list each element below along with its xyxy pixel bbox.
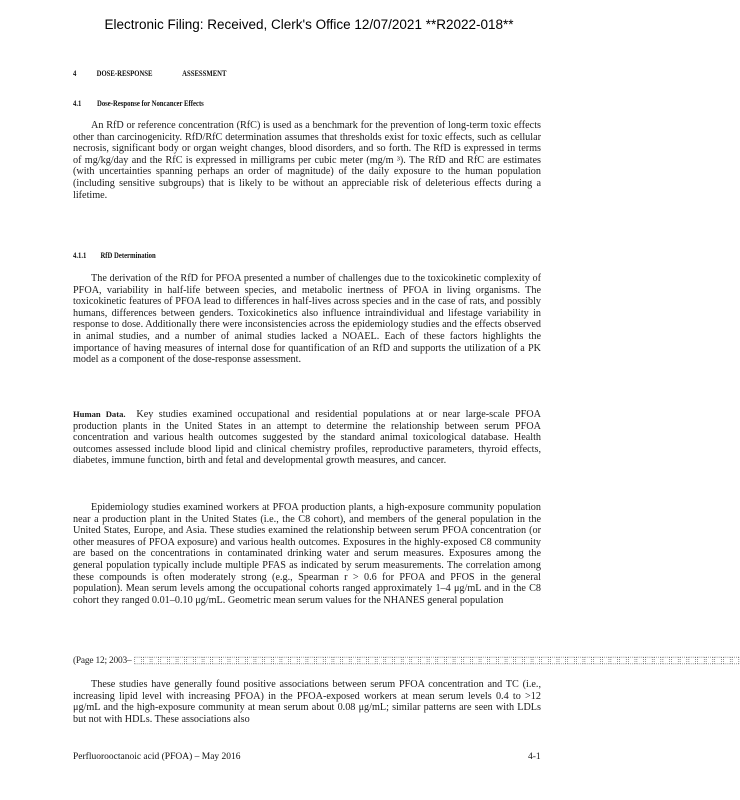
filing-banner: Electronic Filing: Received, Clerk's Office 12/07/2021 **R2022-018** (104, 17, 514, 32)
paragraph-lipid-associations (73, 679, 541, 725)
paragraph-rfd-derivation (73, 273, 541, 366)
subsubsection-title: RfD Determination (100, 250, 156, 260)
paragraph-text: An RfD or reference concentration (RfC) is used as a benchmark for the prevention of long-term toxic effects other than carcinogenicity. RfD/RfC determination assumes that thresholds exist for toxic effects, such as cellular necrosis, significant body or organ weight changes, blood disorders, and so forth. The RfD is expressed in terms of mg/kg/day and the RfC is expressed in milligrams per cubic meter (mg/m ³). The RfD and RfC are estimates (with uncertainties spanning perhaps an order of magnitude) of the daily exposure to the human population (including sensitive subgroups) that is likely to be without an appreciable risk of deleterious effects during a lifetime. (73, 120, 541, 201)
paragraph-text: The derivation of the RfD for PFOA presented a number of challenges due to the toxicokinetic complexity of PFOA, variability in half-life between species, and metabolic inertness of PFOA in living organisms. The toxicokinetic features of PFOA lead to differences in half-lives across species and in the case of rats, and possibly humans, differences between genders. Toxicokinetics also influence intraindividual and lifestage variability in response to dose. Additionally there were inconsistencies across the epidemiology studies and the effects observed in animal studies, and a number of animal studies lacked a NOAEL. Each of these factors highlights the importance of having measures of internal dose for quantification of an RfD and supports the utilization of a PK model as a component of the dose-response assessment. (73, 273, 541, 366)
paragraph-text: Epidemiology studies examined workers at PFOA production plants, a high-exposure community population near a production plant in the United States (i.e., the C8 cohort), and members of the general population in the United States, Europe, and Asia. These studies examined the relationship between serum PFOA concentration (or other measures of PFOA exposure) and various health outcomes. Exposures in the highly-exposed C8 community are based on the concentrations in contaminated drinking water and serum measures. Exposures among the general population typically include multiple PFAS as indicated by serum measurements. The correlation among these compounds is often moderately strong (e.g., Spearman r > 0.6 for PFOA and PFOS in the general population). Mean serum levels among the occupational cohorts ranged approximately 1–4 μg/mL and in the C8 cohort they ranged 0.01–0.10 μg/mL. Geometric mean serum values for the NHANES general population (73, 502, 541, 606)
paragraph-text: These studies have generally found positive associations between serum PFOA concentration and TC (i.e., increasing lipid level with increasing PFOA) in the PFOA-exposed workers at mean serum levels 0.4 to >12 μg/mL and the high-exposure community at mean serum about 0.08 μg/mL; similar patterns are seen with LDLs but not with HDLs. These associations also (73, 679, 541, 725)
section-title: DOSE-RESPONSE (96, 68, 153, 78)
paragraph-label: Human Data. (73, 409, 126, 419)
footer-document-title: Perfluorooctanoic acid (PFOA) – May 2016 (73, 752, 241, 762)
garbled-text-line: (Page 12; 2003– ⬚⬚⬚⬚⬚⬚⬚⬚⬚⬚⬚⬚⬚⬚⬚⬚⬚⬚⬚⬚⬚⬚⬚⬚⬚⬚⬚⬚⬚⬚⬚⬚⬚⬚⬚⬚⬚⬚⬚⬚⬚⬚⬚⬚⬚⬚⬚⬚⬚⬚⬚⬚⬚⬚⬚⬚⬚⬚⬚⬚⬚⬚⬚⬚⬚⬚⬚⬚⬚⬚ (73, 656, 740, 666)
section-title-2: ASSESSMENT (182, 68, 227, 78)
section-number: 4 (73, 68, 77, 78)
subsection-number: 4.1 (73, 98, 82, 108)
footer-page-number: 4-1 (528, 752, 541, 762)
section-heading (73, 68, 226, 78)
subsubsection-number: 4.1.1 (73, 250, 87, 260)
paragraph-text: Key studies examined occupational and residential populations at or near large-scale PFOA production plants in the United States in an attempt to determine the relationship between serum PFOA concentration and various health outcomes suggested by the standard animal toxicological database. Health outcomes assessed include blood lipid and clinical chemistry profiles, reproductive parameters, thyroid effects, diabetes, immune function, birth and fetal and developmental growth measures, and cancer. (73, 409, 542, 467)
subsection-title: Dose-Response for Noncancer Effects (96, 98, 204, 108)
subsection-heading (73, 98, 204, 108)
paragraph-epidemiology (73, 502, 541, 654)
paragraph-human-data (73, 409, 541, 467)
paragraph-rfd-definition (73, 120, 541, 201)
subsubsection-heading (73, 250, 156, 260)
